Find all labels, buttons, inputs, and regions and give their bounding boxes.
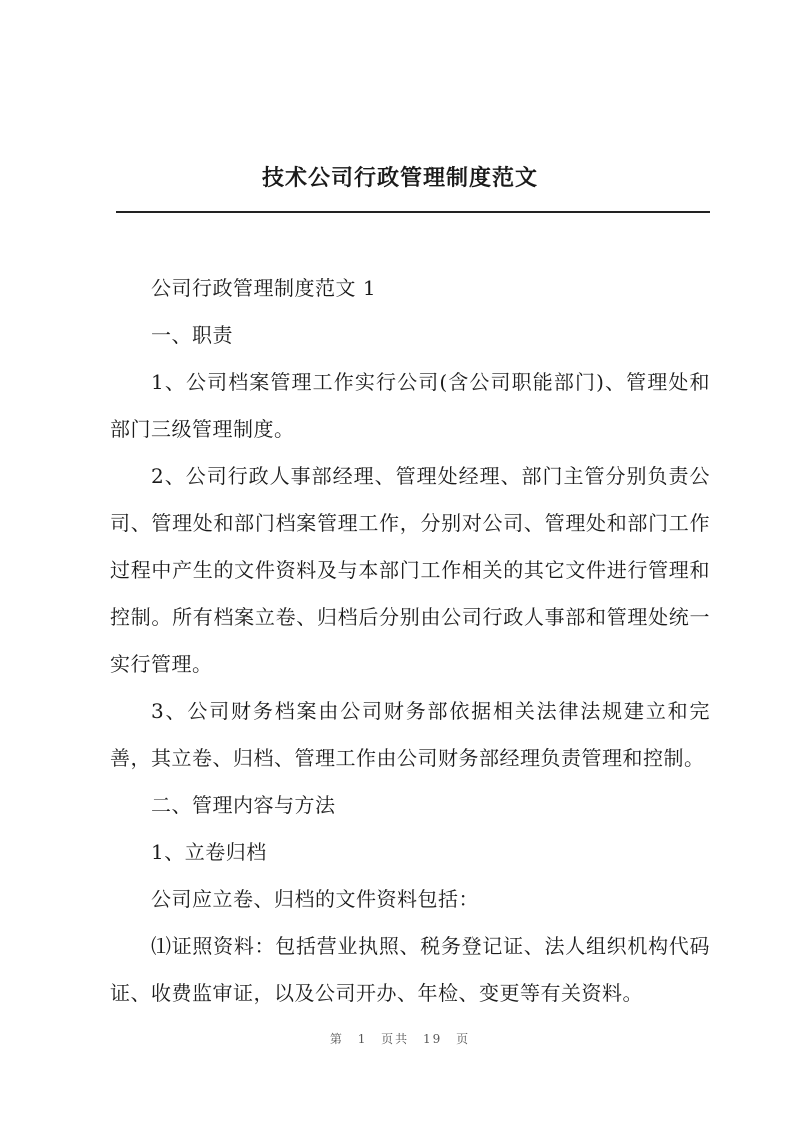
paragraph: 1、公司档案管理工作实行公司(含公司职能部门)、管理处和部门三级管理制度。	[110, 370, 710, 441]
page-footer	[0, 1030, 800, 1047]
paragraph: 2、公司行政人事部经理、管理处经理、部门主管分别负责公司、管理处和部门档案管理工作，分别对公司、管理处和部门工作过程中产生的文件资料及与本部门工作相关的其它文件进行管理和控制。所有档案立卷、归档后分别由公司行政人事部和管理处统一实行管理。	[110, 464, 710, 676]
paragraph: ⑴证照资料：包括营业执照、税务登记证、法人组织机构代码证、收费监审证，以及公司开办、年检、变更等有关资料。	[110, 934, 710, 1005]
title-underline	[116, 211, 710, 213]
page-suffix: 页	[456, 1032, 471, 1046]
paragraph: 1、立卷归档	[151, 840, 267, 864]
paragraph: 二、管理内容与方法	[151, 793, 336, 817]
page-middle: 页共	[381, 1032, 410, 1046]
paragraph: 3、公司财务档案由公司财务部依据相关法律法规建立和完善，其立卷、归档、管理工作由公司财务部经理负责管理和控制。	[110, 699, 710, 770]
page-prefix: 第	[329, 1032, 344, 1046]
paragraph: 公司应立卷、归档的文件资料包括：	[151, 887, 479, 911]
paragraph: 一、职责	[151, 323, 233, 347]
paragraph: 公司行政管理制度范文 1	[151, 276, 377, 300]
document-title: 技术公司行政管理制度范文	[261, 166, 538, 191]
document-body	[110, 265, 710, 1017]
page-total: 19	[423, 1032, 443, 1046]
page-number: 1	[357, 1032, 368, 1046]
